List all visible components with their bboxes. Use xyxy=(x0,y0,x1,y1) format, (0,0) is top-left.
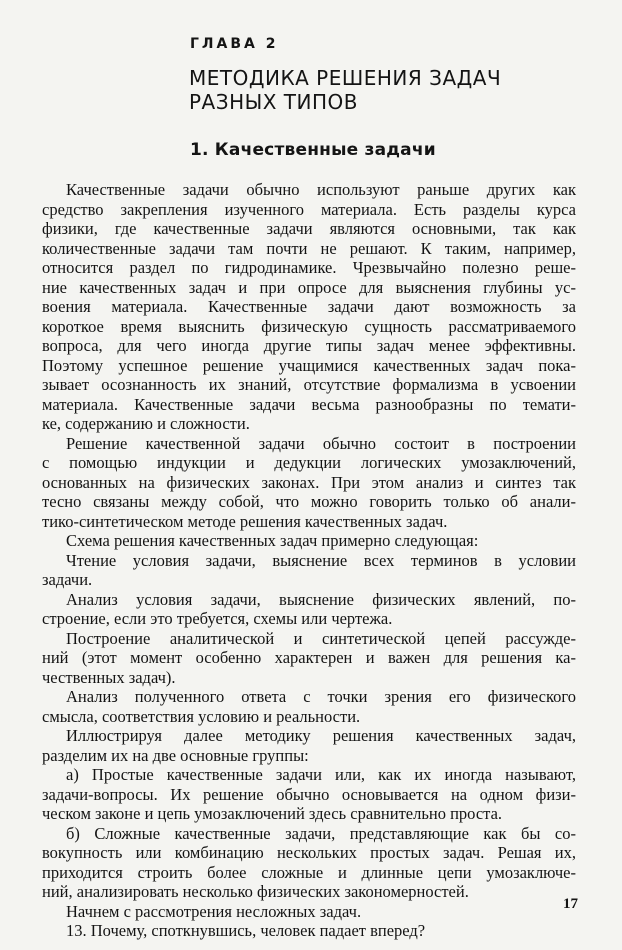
text-line: ний (этот момент особенно характерен и важен для решения ка- xyxy=(42,648,576,667)
text-line: Поэтому успешное решение учащимися качественных задач пока- xyxy=(42,355,576,375)
text-line: зывает осознанность их знаний, отсутствие формализма в усвоении xyxy=(42,375,576,394)
text-line: Решение качественной задачи обычно состоит в построении xyxy=(66,433,576,453)
text-line: Анализ полученного ответа с точки зрения его физического xyxy=(66,687,576,706)
text-line: ке, содержанию и сложности. xyxy=(42,414,250,433)
text-line: чественных задач). xyxy=(42,667,176,687)
text-line: Анализ условия задачи, выяснение физических явлений, по- xyxy=(66,589,576,609)
text-line: ческом законе и цепь умозаключений здесь сравнительно проста. xyxy=(42,804,503,823)
text-line: задачи-вопросы. Их решение обычно основывается на одном физи- xyxy=(42,784,576,804)
text-line: смысла, соответствия условию и реальности. xyxy=(42,706,361,726)
text-line: относится раздел по гидродинамике. Чрезвычайно полезно реше- xyxy=(42,258,576,277)
chapter-title xyxy=(189,66,589,114)
text-line: Качественные задачи обычно используют раньше других как xyxy=(66,180,576,199)
body-text xyxy=(42,180,576,941)
text-line: 13. Почему, споткнувшись, человек падает вперед? xyxy=(66,921,426,940)
text-line: короткое время выяснить физическую сущность рассматриваемого xyxy=(42,316,576,336)
text-line: с помощью индукции и дедукции логических умозаключений, xyxy=(42,453,576,472)
text-line: основанных на физических законах. При этом анализ и синтез так xyxy=(42,472,576,492)
text-line: воения материала. Качественные задачи дают возможность за xyxy=(42,297,576,316)
text-line: задачи. xyxy=(42,570,93,589)
text-line: материала. Качественные задачи весьма разнообразны по темати- xyxy=(42,394,576,414)
text-line: разделим их на две основные группы: xyxy=(42,745,309,765)
text-line: Построение аналитической и синтетической цепей рассужде- xyxy=(66,628,576,648)
page-number: 17 xyxy=(563,896,578,912)
text-lines xyxy=(42,180,576,941)
text-line: тесно связаны между собой, что можно говорить только об анали- xyxy=(42,492,576,511)
text-line: ние качественных задач и при опросе для выяснения глубины ус- xyxy=(42,277,576,297)
chapter-label: ГЛАВА 2 xyxy=(190,36,279,52)
chapter-title-line-2: РАЗНЫХ ТИПОВ xyxy=(189,90,358,114)
text-line: вопроса, для чего иногда другие типы задач менее эффективны. xyxy=(42,336,576,355)
text-line: Иллюстрируя далее методику решения качественных задач, xyxy=(66,726,576,745)
section-title: 1. Качественные задачи xyxy=(190,140,436,160)
text-line: приходится строить более сложные и длинные цепи умозаключе- xyxy=(42,862,576,882)
text-line: а) Простые качественные задачи или, как их иногда называют, xyxy=(66,765,576,784)
text-line: строение, если это требуется, схемы или чертежа. xyxy=(42,609,393,628)
text-line: физики, где качественные задачи являются основными, так как xyxy=(42,219,576,238)
text-line: количественные задачи там почти не решают. К таким, например, xyxy=(42,238,576,258)
text-line: тико-синтетическом методе решения качественных задач. xyxy=(42,511,448,531)
chapter-title-line-1: МЕТОДИКА РЕШЕНИЯ ЗАДАЧ xyxy=(189,66,502,90)
text-line: вокупность или комбинацию нескольких простых задач. Решая их, xyxy=(42,843,576,862)
text-line: Схема решения качественных задач примерно следующая: xyxy=(66,531,479,550)
text-line: Начнем с рассмотрения несложных задач. xyxy=(66,901,362,921)
text-line: ний, анализировать несколько физических закономерностей. xyxy=(42,882,469,901)
text-line: средство закрепления изученного материала. Есть разделы курса xyxy=(42,199,576,219)
text-line: б) Сложные качественные задачи, представляющие как бы со- xyxy=(66,823,576,843)
text-line: Чтение условия задачи, выяснение всех терминов в условии xyxy=(66,550,576,570)
